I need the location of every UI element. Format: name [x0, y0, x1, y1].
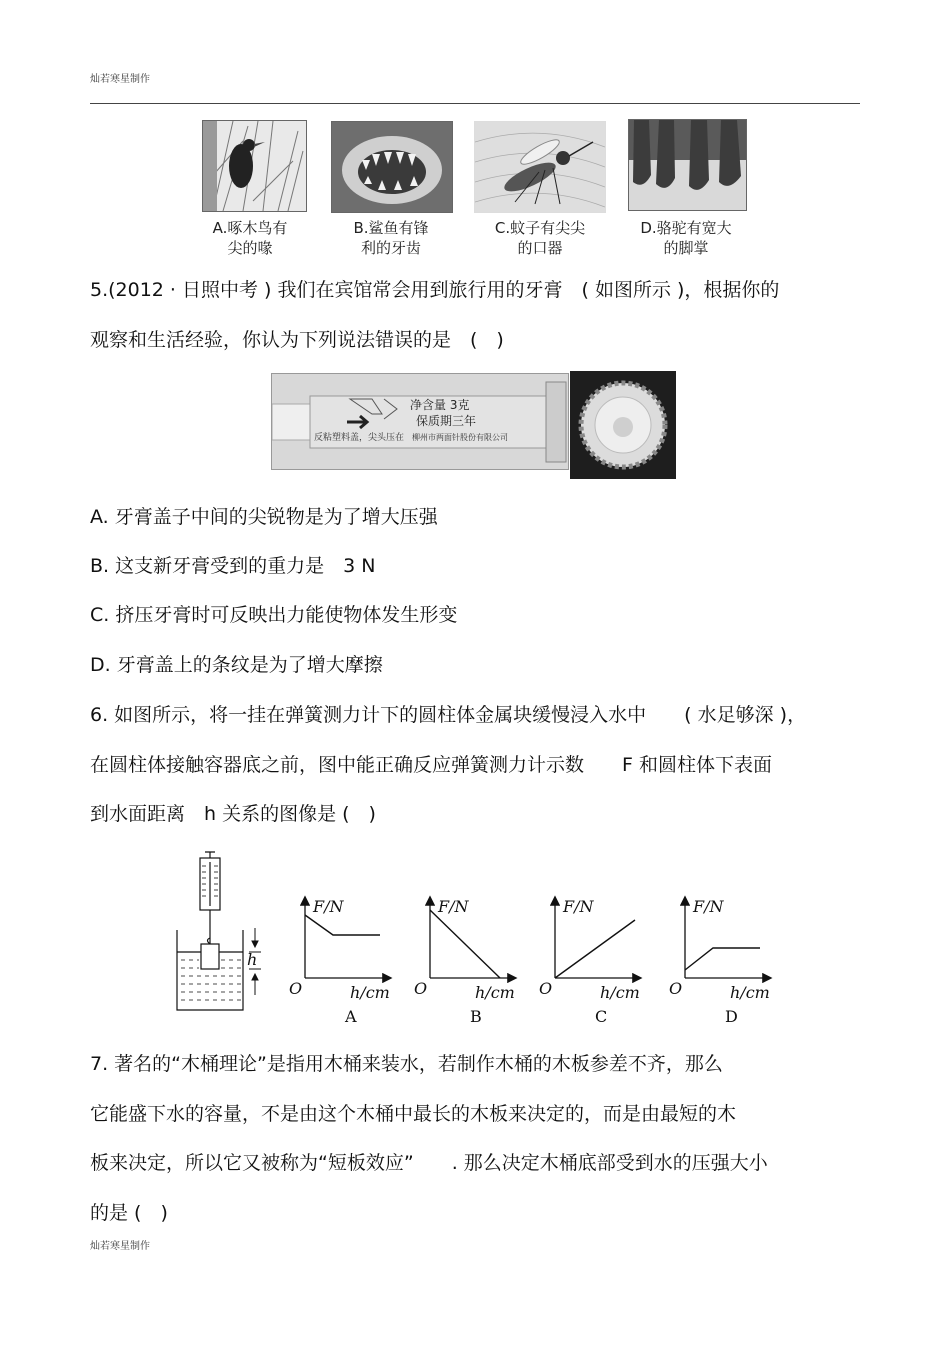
- graph-b: [414, 897, 515, 1026]
- graph-c: [539, 897, 640, 1026]
- page-footer: 灿若寒星制作: [90, 1241, 150, 1252]
- graph-x-axis-label: h/cm: [730, 983, 770, 1002]
- graph-a: [289, 897, 390, 1026]
- q7-line4: 的是 ( ): [90, 1202, 168, 1224]
- q6-line1: 6. 如图所示，将一挂在弹簧测力计下的圆柱体金属块缓慢浸入水中 ( 水足够深 )，: [90, 704, 807, 726]
- q5-option-d: D. 牙膏盖上的条纹是为了增大摩擦: [90, 654, 383, 676]
- woodpecker-photo: [202, 120, 307, 212]
- caption-b-line2: 利的牙齿: [360, 239, 421, 257]
- caption-a-line1: A.啄木鸟有: [212, 219, 288, 237]
- caption-d-line2: 的脚掌: [663, 239, 709, 257]
- graph-x-axis-label: h/cm: [600, 983, 640, 1002]
- graph-origin-label: O: [669, 979, 683, 998]
- mosquito-photo: [474, 121, 606, 213]
- graph-curve: [685, 948, 760, 970]
- graph-option-label: B: [470, 1007, 482, 1026]
- graph-curve: [555, 920, 635, 978]
- q7-line1: 7. 著名的“木桶理论”是指用木桶来装水，若制作木桶的木板参差不齐，那么: [90, 1053, 723, 1075]
- q5-line2: 观察和生活经验，你认为下列说法错误的是 ( ): [90, 329, 504, 351]
- graph-x-axis-label: h/cm: [350, 983, 390, 1002]
- tube-label-maker: 柳州市两面针股份有限公司: [412, 433, 508, 442]
- q7-line3: 板来决定，所以它又被称为“短板效应” . 那么决定木桶底部受到水的压强大小: [90, 1152, 768, 1174]
- caption-b-line1: B.鲨鱼有锋: [353, 219, 429, 237]
- graph-origin-label: O: [289, 979, 303, 998]
- tube-label-cap: 反粘塑料盖，尖头压在: [314, 433, 405, 443]
- caption-d: [621, 218, 751, 258]
- graph-y-axis-label: F/N: [438, 897, 469, 916]
- graph-origin-label: O: [539, 979, 553, 998]
- shark-photo: [331, 121, 453, 213]
- caption-d-line1: D.骆驼有宽大: [640, 219, 732, 237]
- spring-balance-apparatus: [175, 850, 275, 1015]
- caption-a: [185, 218, 315, 258]
- q5-line1: 5.(2012 · 日照中考 ) 我们在宾馆常会用到旅行用的牙膏 ( 如图所示 )，根据你的: [90, 279, 780, 301]
- graph-option-label: A: [345, 1007, 357, 1026]
- graph-y-axis-label: F/N: [563, 897, 594, 916]
- graph-curve: [305, 915, 380, 935]
- graph-y-axis-label: F/N: [693, 897, 724, 916]
- caption-a-line2: 尖的喙: [227, 239, 273, 257]
- toothpaste-cap-image: [570, 371, 676, 479]
- caption-c: [475, 218, 605, 258]
- graph-origin-label: O: [414, 979, 428, 998]
- tube-label-net: 净含量 3克: [410, 398, 470, 412]
- header-rule: [90, 103, 860, 104]
- graph-y-axis-label: F/N: [313, 897, 344, 916]
- caption-c-line1: C.蚊子有尖尖: [494, 219, 586, 237]
- apparatus-h-label: h: [247, 950, 258, 969]
- tube-label-shelf: 保质期三年: [416, 414, 477, 428]
- q5-option-a: A. 牙膏盖子中间的尖锐物是为了增大压强: [90, 506, 438, 528]
- q6-graphs: [285, 890, 805, 1060]
- caption-c-line2: 的口器: [517, 239, 563, 257]
- graph-option-label: C: [595, 1007, 608, 1026]
- q6-line3: 到水面距离 h 关系的图像是 ( ): [90, 803, 376, 825]
- q5-option-c: C. 挤压牙膏时可反映出力能使物体发生形变: [90, 604, 458, 626]
- toothpaste-tube-image: [271, 373, 569, 470]
- q6-line2: 在圆柱体接触容器底之前，图中能正确反应弹簧测力计示数 F 和圆柱体下表面: [90, 754, 772, 776]
- caption-b: [326, 218, 456, 258]
- page-header: 灿若寒星制作: [90, 74, 150, 85]
- q5-option-b: B. 这支新牙膏受到的重力是 3 N: [90, 555, 376, 577]
- graph-x-axis-label: h/cm: [475, 983, 515, 1002]
- camel-feet-photo: [628, 119, 747, 211]
- graph-option-label: D: [725, 1007, 738, 1026]
- q7-line2: 它能盛下水的容量，不是由这个木桶中最长的木板来决定的，而是由最短的木: [90, 1103, 737, 1125]
- graph-d: [669, 897, 770, 1026]
- graph-curve: [430, 910, 500, 978]
